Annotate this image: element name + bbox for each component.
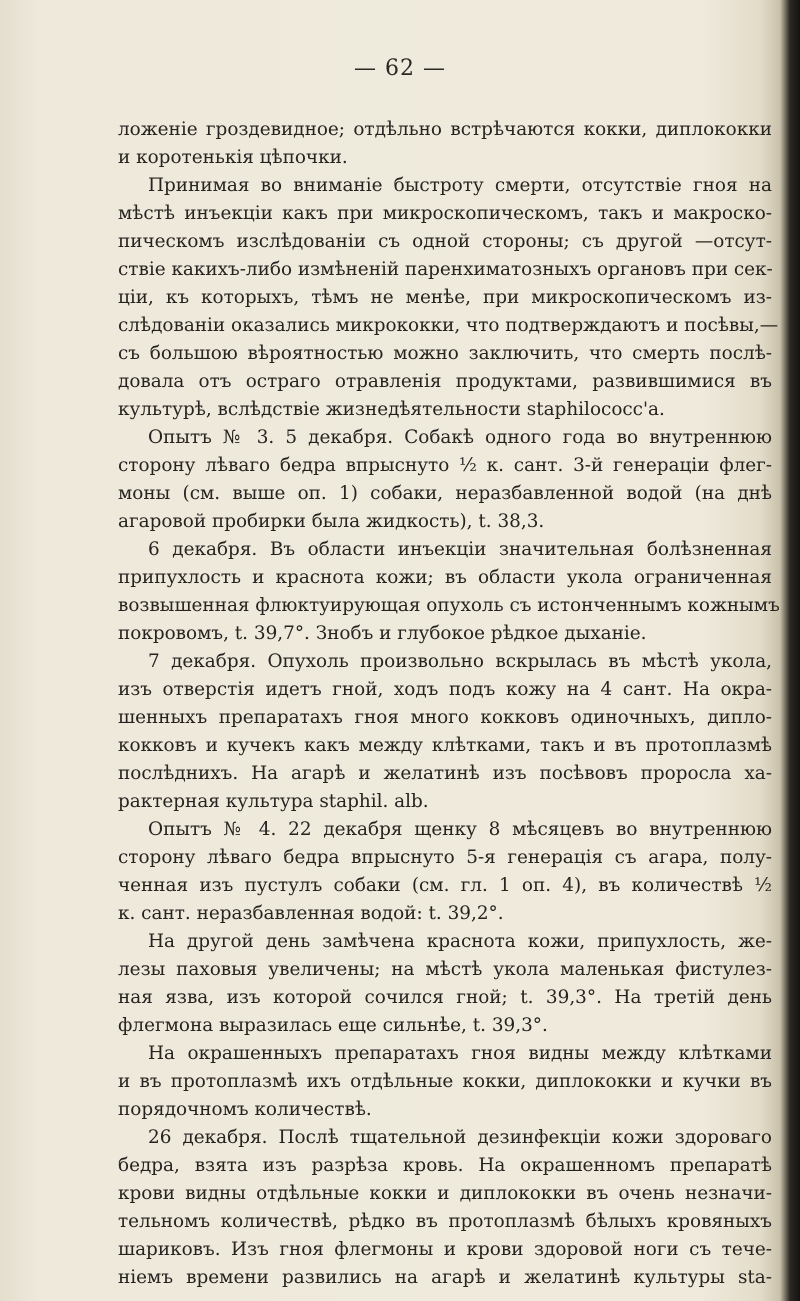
- text-line: ная язва, изъ которой сочился гной; t. 39,3°. На третій день: [118, 987, 772, 1008]
- text-line: порядочномъ количествѣ.: [118, 1099, 372, 1120]
- text-line: На окрашенныхъ препаратахъ гноя видны между клѣтками: [148, 1043, 772, 1064]
- text-line: Принимая во вниманіе быстроту смерти, отсутствіе гноя на: [148, 175, 772, 196]
- text-line: к. сант. неразбавленная водой: t. 39,2°.: [118, 903, 504, 924]
- text-line: послѣднихъ. На агарѣ и желатинѣ изъ посѣвовъ проросла ха-: [118, 763, 772, 784]
- text-line: съ большою вѣроятностью можно заключить, что смерть послѣ-: [118, 343, 772, 364]
- body-text: [118, 116, 780, 1292]
- text-line: сторону лѣваго бедра впрыснуто 5-я генерація съ агара, полу-: [118, 847, 772, 868]
- text-line: На другой день замѣчена краснота кожи, припухлость, же-: [148, 931, 772, 952]
- text-line: ніемъ времени развились на агарѣ и желатинѣ культуры sta-: [118, 1267, 772, 1288]
- text-line: шариковъ. Изъ гноя флегмоны и крови здоровой ноги съ тече-: [118, 1239, 772, 1260]
- text-line: покровомъ, t. 39,7°. Знобъ и глубокое рѣдкое дыханіе.: [118, 623, 647, 644]
- text-line: Опытъ № 3. 5 декабря. Собакѣ одного года во внутреннюю: [148, 427, 772, 448]
- text-line: ствіе какихъ-либо измѣненій паренхиматозныхъ органовъ при сек-: [118, 259, 773, 280]
- page-number: — 62 —: [354, 56, 446, 81]
- text-line: сторону лѣваго бедра впрыснуто ½ к. сант. 3-й генераціи флег-: [118, 455, 772, 476]
- text-line: рактерная культура staphil. alb.: [118, 791, 429, 812]
- text-line: Опытъ № 4. 22 декабря щенку 8 мѣсяцевъ во внутреннюю: [148, 819, 772, 840]
- text-line: припухлость и краснота кожи; въ области укола ограниченная: [118, 567, 772, 588]
- text-line: шенныхъ препаратахъ гноя много кокковъ одиночныхъ, дипло-: [118, 707, 772, 728]
- text-line: изъ отверстія идетъ гной, ходъ подъ кожу на 4 сант. На окра-: [118, 679, 772, 700]
- text-line: и коротенькія цѣпочки.: [118, 147, 348, 168]
- text-line: и въ протоплазмѣ ихъ отдѣльные кокки, диплококки и кучки въ: [118, 1071, 772, 1092]
- text-line: ціи, къ которыхъ, тѣмъ не менѣе, при микроскопическомъ из-: [118, 287, 772, 308]
- text-line: 7 декабря. Опухоль произвольно вскрылась въ мѣстѣ укола,: [148, 651, 772, 672]
- text-line: моны (см. выше оп. 1) собаки, неразбавленной водой (на днѣ: [118, 483, 772, 504]
- text-line: пическомъ изслѣдованіи съ одной стороны; съ другой —отсут-: [118, 231, 772, 252]
- text-line: довала отъ остраго отравленія продуктами, развившимися въ: [118, 371, 772, 392]
- text-line: лезы паховыя увеличены; на мѣстѣ укола маленькая фистулез-: [118, 959, 772, 980]
- text-line: мѣстѣ инъекціи какъ при микроскопическомъ, такъ и макроско-: [118, 203, 772, 224]
- text-line: крови видны отдѣльные кокки и диплококки въ очень незначи-: [118, 1183, 772, 1204]
- text-line: возвышенная флюктуирующая опухоль съ истонченнымъ кожнымъ: [118, 595, 780, 616]
- text-line: тельномъ количествѣ, рѣдко въ протоплазмѣ бѣлыхъ кровяныхъ: [118, 1211, 772, 1232]
- text-line: слѣдованіи оказались микрококки, что подтверждаютъ и посѣвы,—: [118, 315, 779, 336]
- text-line: кокковъ и кучекъ какъ между клѣтками, такъ и въ протоплазмѣ: [118, 735, 772, 756]
- text-line: бедра, взята изъ разрѣза кровь. На окрашенномъ препаратѣ: [118, 1155, 772, 1176]
- text-line: 6 декабря. Въ области инъекціи значительная болѣзненная: [148, 539, 772, 560]
- text-line: флегмона выразилась еще сильнѣе, t. 39,3°.: [118, 1015, 548, 1036]
- text-line: культурѣ, вслѣдствіе жизнедѣятельности staphilococc'a.: [118, 399, 665, 420]
- text-line: ченная изъ пустулъ собаки (см. гл. 1 оп. 4), въ количествѣ ½: [118, 875, 772, 896]
- text-line: 26 декабря. Послѣ тщательной дезинфекціи кожи здороваго: [148, 1127, 772, 1148]
- text-line: ложеніе гроздевидное; отдѣльно встрѣчаются кокки, диплококки: [118, 119, 772, 140]
- text-line: агаровой пробирки была жидкость), t. 38,3.: [118, 511, 545, 532]
